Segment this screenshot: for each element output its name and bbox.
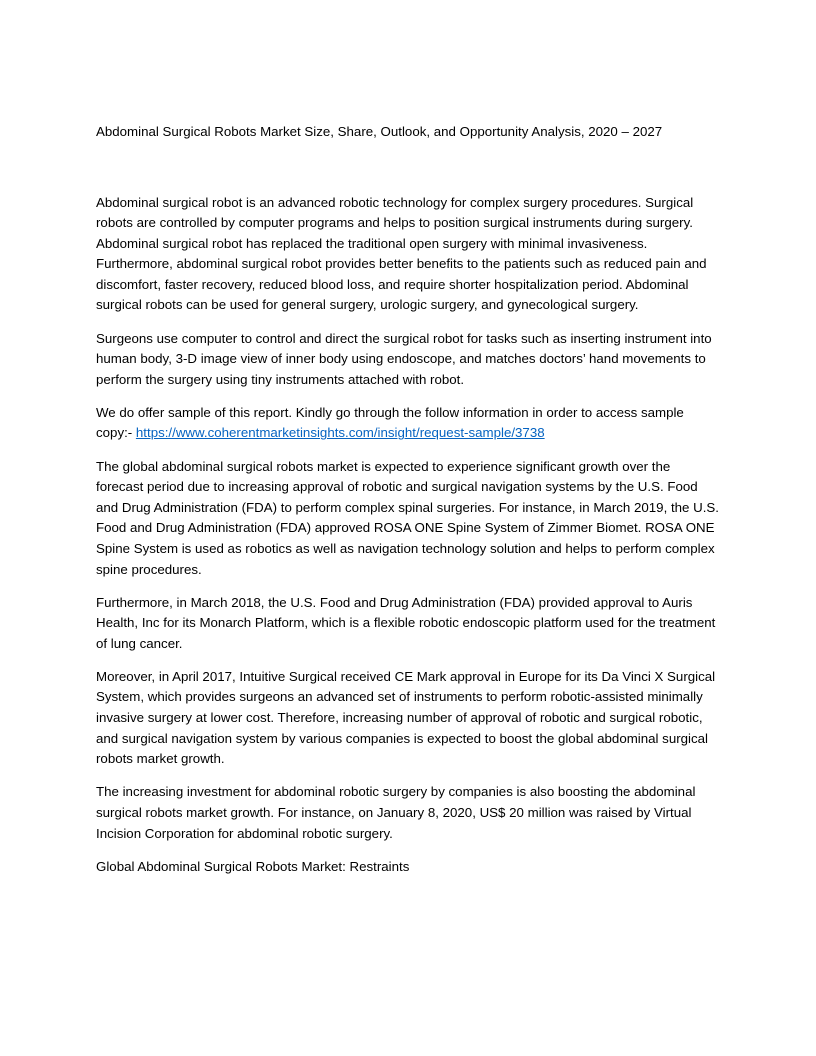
section-heading-restraints: Global Abdominal Surgical Robots Market: Restraints — [96, 858, 410, 874]
document-title: Abdominal Surgical Robots Market Size, Share, Outlook, and Opportunity Analysis, 2020 – 2027 — [96, 124, 663, 139]
paragraph-intro: Abdominal surgical robot is an advanced robotic technology for complex surgery procedures. Surgical robots are controlled by computer programs and helps to position surgical instruments during surgery. Abdominal surgical robot has replaced the traditional open surgery with minimal invasiveness. Furthermore, abdominal surgical robot provides better benefits to the patients such as reduced pain and discomfort, faster recovery, reduced blood loss, and require shorter hospitalization period. Abdominal surgical robots can be used for general surgery, urologic surgery, and gynecological surgery. — [96, 194, 707, 313]
paragraph-market-growth: The global abdominal surgical robots market is expected to experience significant growth over the forecast period due to increasing approval of robotic and surgical navigation systems by the U.S. Food and Drug Administration (FDA) to perform complex spinal surgeries. For instance, in March 2019, the U.S. Food and Drug Administration (FDA) approved ROSA ONE Spine System of Zimmer Biomet. ROSA ONE Spine System is used as robotics as well as navigation technology solution and helps to perform complex spine procedures. — [96, 458, 719, 577]
paragraph-surgeon-control: Surgeons use computer to control and direct the surgical robot for tasks such as inserting instrument into human body, 3-D image view of inner body using endoscope, and matches doctors’ hand movements to perform the surgery using tiny instruments attached with robot. — [96, 330, 712, 387]
request-sample-link[interactable]: https://www.coherentmarketinsights.com/insight/request-sample/3738 — [135, 425, 545, 441]
paragraph-sample-offer — [96, 403, 720, 444]
paragraph-intuitive-approval: Moreover, in April 2017, Intuitive Surgical received CE Mark approval in Europe for its Da Vinci X Surgical System, which provides surgeons an advanced set of instruments to perform robotic-assisted minimally invasive surgery at lower cost. Therefore, increasing number of approval of robotic and surgical robotic, and surgical navigation system by various companies is expected to boost the global abdominal surgical robots market growth. — [96, 668, 716, 767]
paragraph-investment: The increasing investment for abdominal robotic surgery by companies is also boosting the abdominal surgical robots market growth. For instance, on January 8, 2020, US$ 20 million was raised by Virtual Incision Corporation for abdominal robotic surgery. — [96, 784, 696, 841]
document-page — [96, 122, 720, 877]
sample-offer-text: We do offer sample of this report. Kindly go through the follow information in order to access sample copy:- — [96, 404, 684, 441]
paragraph-auris-approval: Furthermore, in March 2018, the U.S. Food and Drug Administration (FDA) provided approval to Auris Health, Inc for its Monarch Platform, which is a flexible robotic endoscopic platform used for the treatment of lung cancer. — [96, 594, 716, 651]
